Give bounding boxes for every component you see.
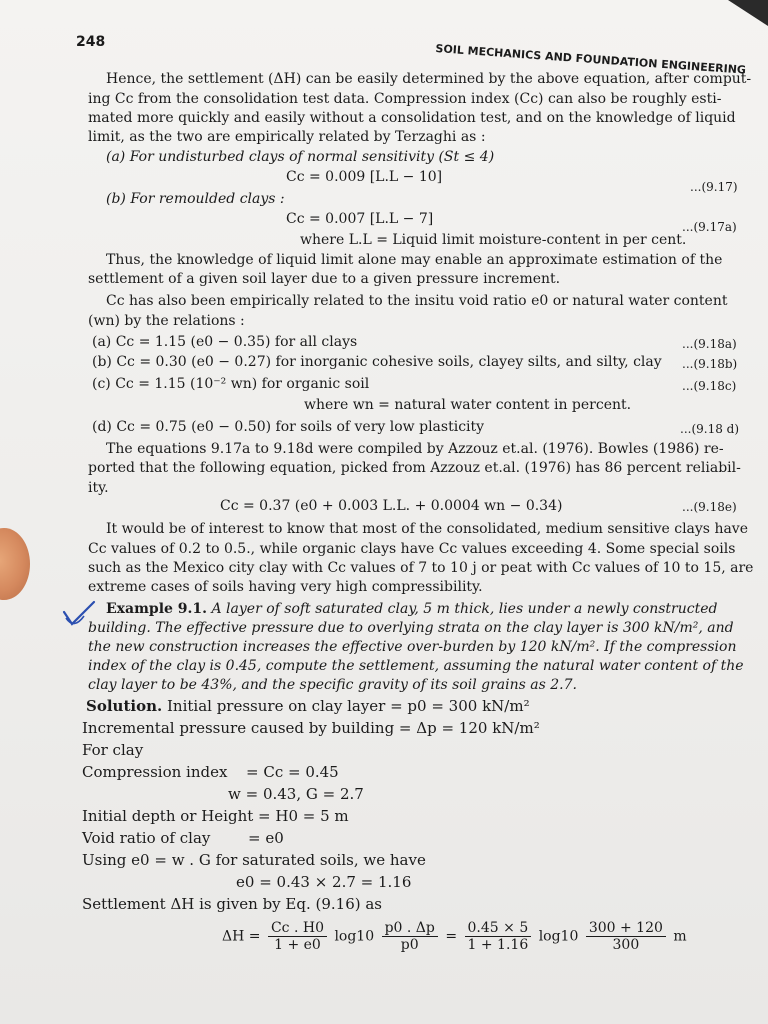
fraction-denominator: 1 + 1.16 bbox=[467, 937, 529, 953]
equation: Cc = 0.009 [L.L − 10] bbox=[286, 169, 443, 185]
fraction-numerator: p0 . Δp bbox=[382, 920, 438, 937]
fraction bbox=[268, 920, 327, 953]
case-heading: (b) For remoulded clays : bbox=[106, 191, 285, 207]
fraction-numerator: Cc . H0 bbox=[268, 920, 327, 937]
unit: m bbox=[673, 928, 687, 945]
paragraph-line: ity. bbox=[88, 480, 109, 496]
paragraph-line: Cc has also been empirically related to the insitu void ratio e0 or natural water content bbox=[106, 293, 728, 309]
equation: Cc = 0.37 (e0 + 0.003 L.L. + 0.0004 wn − 0.34) bbox=[220, 498, 563, 514]
equation-number: ...(9.18e) bbox=[682, 500, 737, 514]
equation-number: ...(9.18c) bbox=[682, 379, 737, 393]
paragraph-line: limit, as the two are empirically related by Terzaghi as : bbox=[88, 129, 486, 145]
relation: (a) Cc = 1.15 (e0 − 0.35) for all clays bbox=[92, 334, 358, 350]
fraction-denominator: p0 bbox=[400, 937, 419, 953]
solution-label-line: Compression index bbox=[82, 763, 228, 781]
definition-line: where L.L = Liquid limit moisture-content in per cent. bbox=[300, 232, 687, 248]
paragraph-line: ported that the following equation, picked from Azzouz et.al. (1976) has 86 percent reliabil- bbox=[88, 460, 741, 476]
solution-line: Initial depth or Height = H0 = 5 m bbox=[82, 807, 349, 825]
paragraph-line: Thus, the knowledge of liquid limit alone may enable an approximate estimation of the bbox=[106, 252, 723, 268]
fraction-numerator: 0.45 × 5 bbox=[465, 920, 532, 937]
log-symbol: log10 bbox=[334, 928, 375, 945]
finger-thumb bbox=[0, 528, 30, 600]
paragraph-line: The equations 9.17a to 9.18d were compiled by Azzouz et.al. (1976). Bowles (1986) re- bbox=[106, 441, 724, 457]
relation: (b) Cc = 0.30 (e0 − 0.27) for inorganic cohesive soils, clayey silts, and silty, clay bbox=[92, 354, 662, 370]
log-symbol: log10 bbox=[538, 928, 579, 945]
page-corner-shadow bbox=[728, 0, 768, 26]
paragraph-line: mated more quickly and easily without a consolidation test, and on the knowledge of liquid bbox=[88, 110, 736, 126]
fraction-denominator: 300 bbox=[612, 937, 640, 953]
settlement-formula bbox=[222, 920, 687, 953]
example-line: building. The effective pressure due to overlying strata on the clay layer is 300 kN/m², and bbox=[88, 620, 734, 636]
equation-number: ...(9.17) bbox=[690, 180, 738, 194]
fraction bbox=[586, 920, 666, 953]
solution-value: = e0 bbox=[248, 829, 284, 847]
example-text: A layer of soft saturated clay, 5 m thick, lies under a newly constructed bbox=[211, 601, 718, 617]
solution-line: For clay bbox=[82, 741, 144, 759]
solution-line: Incremental pressure caused by building = Δp = 120 kN/m² bbox=[82, 719, 540, 737]
relation: (d) Cc = 0.75 (e0 − 0.50) for soils of very low plasticity bbox=[92, 419, 485, 435]
solution-text: Initial pressure on clay layer = p0 = 300 kN/m² bbox=[166, 697, 530, 715]
fraction-numerator: 300 + 120 bbox=[586, 920, 666, 937]
definition-line: where wn = natural water content in percent. bbox=[304, 397, 632, 413]
example-line: index of the clay is 0.45, compute the settlement, assuming the natural water content of the bbox=[88, 658, 744, 674]
equation-number: ...(9.18a) bbox=[682, 337, 737, 351]
paragraph-line: It would be of interest to know that most of the consolidated, medium sensitive clays have bbox=[106, 521, 749, 537]
example-line: the new construction increases the effective over-burden by 120 kN/m². If the compression bbox=[88, 639, 737, 655]
paragraph-line: Hence, the settlement (ΔH) can be easily determined by the above equation, after comput- bbox=[106, 71, 752, 87]
formula-lhs: ΔH = bbox=[222, 928, 261, 945]
solution-line: Settlement ΔH is given by Eq. (9.16) as bbox=[82, 895, 383, 913]
paragraph-line: extreme cases of soils having very high compressibility. bbox=[88, 579, 483, 595]
solution-label: Solution. bbox=[86, 697, 163, 715]
example-line: clay layer to be 43%, and the specific gravity of its soil grains as 2.7. bbox=[88, 677, 577, 693]
solution-value: = Cc = 0.45 bbox=[246, 763, 339, 781]
paragraph-line: ing Cc from the consolidation test data. Compression index (Cc) can also be roughly esti- bbox=[88, 91, 722, 107]
solution-label-line: Void ratio of clay bbox=[82, 829, 211, 847]
page-number: 248 bbox=[76, 34, 106, 50]
equals-sign: = bbox=[445, 928, 458, 945]
paragraph-line: Cc values of 0.2 to 0.5., while organic clays have Cc values exceeding 4. Some special soils bbox=[88, 541, 736, 557]
solution-line bbox=[86, 697, 530, 715]
solution-line: Using e0 = w . G for saturated soils, we have bbox=[82, 851, 426, 869]
running-head: SOIL MECHANICS AND FOUNDATION ENGINEERING bbox=[435, 42, 747, 77]
fraction bbox=[465, 920, 532, 953]
example-line bbox=[106, 600, 717, 618]
relation: (c) Cc = 1.15 (10⁻² wn) for organic soil bbox=[92, 376, 370, 392]
paragraph-line: (wn) by the relations : bbox=[88, 313, 245, 329]
solution-line: e0 = 0.43 × 2.7 = 1.16 bbox=[236, 873, 412, 891]
paragraph-line: such as the Mexico city clay with Cc values of 7 to 10 j or peat with Cc values of 10 to 15, are bbox=[88, 560, 754, 576]
solution-line: w = 0.43, G = 2.7 bbox=[228, 785, 364, 803]
paragraph-line: settlement of a given soil layer due to a given pressure increment. bbox=[88, 271, 561, 287]
example-title: Example 9.1. bbox=[106, 601, 208, 617]
equation: Cc = 0.007 [L.L − 7] bbox=[286, 211, 434, 227]
case-heading: (a) For undisturbed clays of normal sensitivity (St ≤ 4) bbox=[106, 149, 495, 165]
fraction-denominator: 1 + e0 bbox=[274, 937, 321, 953]
equation-number: ...(9.18b) bbox=[682, 357, 738, 371]
fraction bbox=[382, 920, 438, 953]
pen-check-mark-icon bbox=[60, 598, 100, 632]
equation-number: ...(9.18 d) bbox=[680, 422, 740, 436]
equation-number: ...(9.17a) bbox=[682, 220, 737, 234]
